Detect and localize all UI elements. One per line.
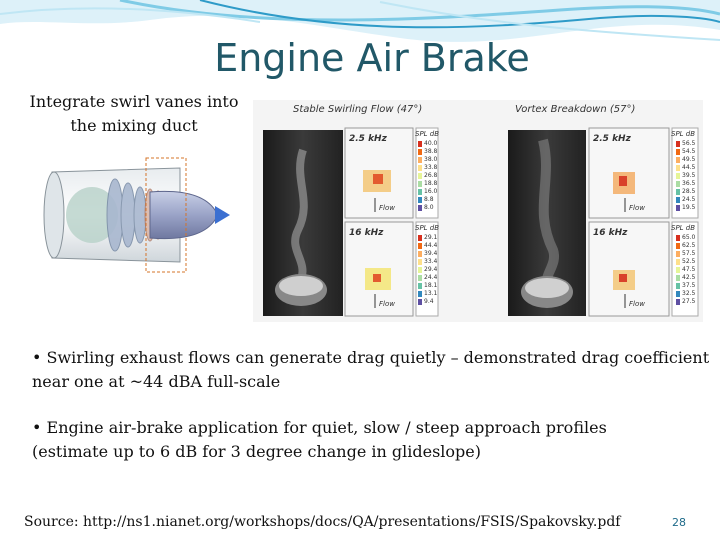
spl-scale-swatch: [676, 243, 680, 249]
spl-scale-value: 65.0: [682, 234, 696, 241]
spl-scale-swatch: [676, 283, 680, 289]
spl-scale-tick: [418, 266, 437, 274]
spl-scale-tick: [676, 242, 695, 250]
spl-scale-value: 29.4: [424, 266, 438, 273]
spl-scale-swatch: [676, 251, 680, 257]
spl-scale-swatch: [676, 259, 680, 265]
spl-scale-value: 29.1: [424, 234, 438, 241]
spl-scale-value: 47.5: [682, 266, 696, 273]
left-bottom-spl-scale: [418, 234, 437, 306]
spl-scale-swatch: [676, 205, 680, 211]
spl-scale-value: 57.5: [682, 250, 696, 257]
spl-scale-tick: [676, 266, 695, 274]
spl-scale-swatch: [418, 283, 422, 289]
spl-scale-swatch: [418, 157, 422, 163]
spl-scale-tick: [676, 180, 695, 188]
slide-subtitle: Integrate swirl vanes into the mixing duct: [29, 92, 239, 135]
spl-scale-swatch: [418, 197, 422, 203]
left-bottom-frequency: 16 kHz: [349, 228, 384, 238]
spl-scale-value: 62.5: [682, 242, 696, 249]
spl-scale-swatch: [676, 267, 680, 273]
spl-scale-tick: [676, 196, 695, 204]
spl-scale-value: 19.5: [682, 204, 696, 211]
spl-scale-value: 27.5: [682, 298, 696, 305]
spl-scale-tick: [418, 180, 437, 188]
spl-scale-value: 32.5: [682, 290, 696, 297]
spl-scale-tick: [676, 282, 695, 290]
spl-scale-swatch: [676, 181, 680, 187]
swirl-flow-figure: [253, 100, 703, 322]
spl-scale-value: 39.5: [682, 172, 696, 179]
spl-scale-value: 44.5: [682, 164, 696, 171]
spl-scale-value: 18.1: [424, 282, 438, 289]
spl-scale-tick: [418, 258, 437, 266]
spl-scale-swatch: [418, 189, 422, 195]
page-number: 28: [672, 516, 686, 529]
spl-scale-value: 38.8: [424, 148, 438, 155]
left-top-spl-label: SPL dB: [415, 130, 440, 138]
spl-scale-tick: [676, 290, 695, 298]
spl-scale-tick: [418, 298, 437, 306]
spl-scale-tick: [676, 274, 695, 282]
spl-scale-swatch: [418, 267, 422, 273]
spl-scale-value: 8.0: [424, 204, 434, 211]
spl-scale-tick: [676, 164, 695, 172]
spl-scale-swatch: [676, 149, 680, 155]
spl-scale-tick: [418, 196, 437, 204]
spl-scale-value: 44.4: [424, 242, 438, 249]
spl-scale-swatch: [676, 291, 680, 297]
spl-scale-tick: [418, 164, 437, 172]
right-bottom-spl-label: SPL dB: [671, 224, 696, 232]
spl-scale-tick: [676, 204, 695, 212]
spl-scale-swatch: [676, 141, 680, 147]
spl-scale-swatch: [418, 235, 422, 241]
spl-scale-swatch: [676, 173, 680, 179]
spl-scale-value: 38.0: [424, 156, 438, 163]
spl-scale-value: 24.4: [424, 274, 438, 281]
spl-scale-swatch: [418, 205, 422, 211]
spl-scale-value: 33.8: [424, 164, 438, 171]
spl-scale-value: 40.0: [424, 140, 438, 147]
spl-scale-value: 52.5: [682, 258, 696, 265]
spl-scale-swatch: [418, 165, 422, 171]
spl-scale-value: 39.4: [424, 250, 438, 257]
spl-scale-swatch: [676, 299, 680, 305]
spl-scale-swatch: [418, 141, 422, 147]
spl-scale-tick: [418, 242, 437, 250]
spl-scale-tick: [418, 282, 437, 290]
spl-scale-tick: [676, 172, 695, 180]
spl-scale-swatch: [418, 299, 422, 305]
spl-scale-tick: [676, 258, 695, 266]
spl-scale-swatch: [418, 259, 422, 265]
spl-scale-tick: [676, 156, 695, 164]
spl-scale-swatch: [418, 149, 422, 155]
spl-scale-tick: [418, 172, 437, 180]
right-bottom-frequency: 16 kHz: [593, 228, 628, 238]
spl-scale-value: 33.4: [424, 258, 438, 265]
spl-scale-value: 26.8: [424, 172, 438, 179]
spl-scale-tick: [418, 234, 437, 242]
spl-scale-tick: [418, 148, 437, 156]
spl-scale-value: 37.5: [682, 282, 696, 289]
spl-scale-tick: [418, 188, 437, 196]
spl-scale-value: 28.5: [682, 188, 696, 195]
right-bottom-spl-scale: [676, 234, 695, 306]
spl-scale-value: 8.8: [424, 196, 434, 203]
spl-scale-swatch: [676, 157, 680, 163]
spl-scale-swatch: [676, 189, 680, 195]
spl-scale-swatch: [418, 243, 422, 249]
spl-scale-swatch: [676, 197, 680, 203]
spl-scale-tick: [676, 188, 695, 196]
left-top-flow-label: Flow: [379, 204, 395, 212]
right-top-flow-label: Flow: [629, 204, 645, 212]
spl-scale-swatch: [676, 165, 680, 171]
spl-scale-swatch: [418, 291, 422, 297]
spl-scale-swatch: [418, 173, 422, 179]
spl-scale-tick: [418, 204, 437, 212]
spl-scale-value: 42.5: [682, 274, 696, 281]
engine-illustration: [40, 150, 250, 280]
slide-title: Engine Air Brake: [214, 36, 530, 80]
spl-scale-value: 54.5: [682, 148, 696, 155]
spl-scale-tick: [676, 250, 695, 258]
spl-scale-tick: [676, 234, 695, 242]
right-panel-title: Vortex Breakdown (57°): [515, 104, 636, 115]
spl-scale-tick: [418, 250, 437, 258]
spl-scale-swatch: [676, 235, 680, 241]
spl-scale-value: 49.5: [682, 156, 696, 163]
spl-scale-tick: [418, 140, 437, 148]
spl-scale-swatch: [676, 275, 680, 281]
spl-scale-tick: [418, 274, 437, 282]
right-top-spl-scale: [676, 140, 695, 212]
spl-scale-value: 36.5: [682, 180, 696, 187]
spl-scale-tick: [676, 298, 695, 306]
bullet-item: • Swirling exhaust flows can generate drag quietly – demonstrated drag coefficient near one at ~44 dBA full-scale: [32, 348, 710, 391]
left-panel-title: Stable Swirling Flow (47°): [293, 104, 423, 115]
right-bottom-flow-label: Flow: [629, 300, 645, 308]
right-top-spl-label: SPL dB: [671, 130, 696, 138]
bullet-item-note: (estimate up to 6 dB for 3 degree change in glideslope): [32, 442, 481, 461]
left-top-spl-scale: [418, 140, 437, 212]
spl-scale-tick: [418, 290, 437, 298]
left-bottom-flow-label: Flow: [379, 300, 395, 308]
spl-scale-swatch: [418, 181, 422, 187]
spl-scale-tick: [676, 140, 695, 148]
spl-scale-value: 56.5: [682, 140, 696, 147]
right-top-frequency: 2.5 kHz: [593, 134, 631, 144]
bullet-list: [32, 346, 712, 464]
spl-scale-tick: [418, 156, 437, 164]
spl-scale-value: 24.5: [682, 196, 696, 203]
spl-scale-swatch: [418, 275, 422, 281]
spl-scale-tick: [676, 148, 695, 156]
spl-scale-swatch: [418, 251, 422, 257]
left-top-frequency: 2.5 kHz: [349, 134, 387, 144]
spl-scale-value: 18.8: [424, 180, 438, 187]
bullet-item: • Engine air-brake application for quiet, slow / steep approach profiles: [32, 418, 607, 437]
source-citation: Source: http://ns1.nianet.org/workshops/docs/QA/presentations/FSIS/Spakovsky.pdf: [24, 514, 621, 530]
spl-scale-value: 13.1: [424, 290, 438, 297]
spl-scale-value: 16.0: [424, 188, 438, 195]
left-bottom-spl-label: SPL dB: [415, 224, 440, 232]
spl-scale-value: 9.4: [424, 298, 434, 305]
